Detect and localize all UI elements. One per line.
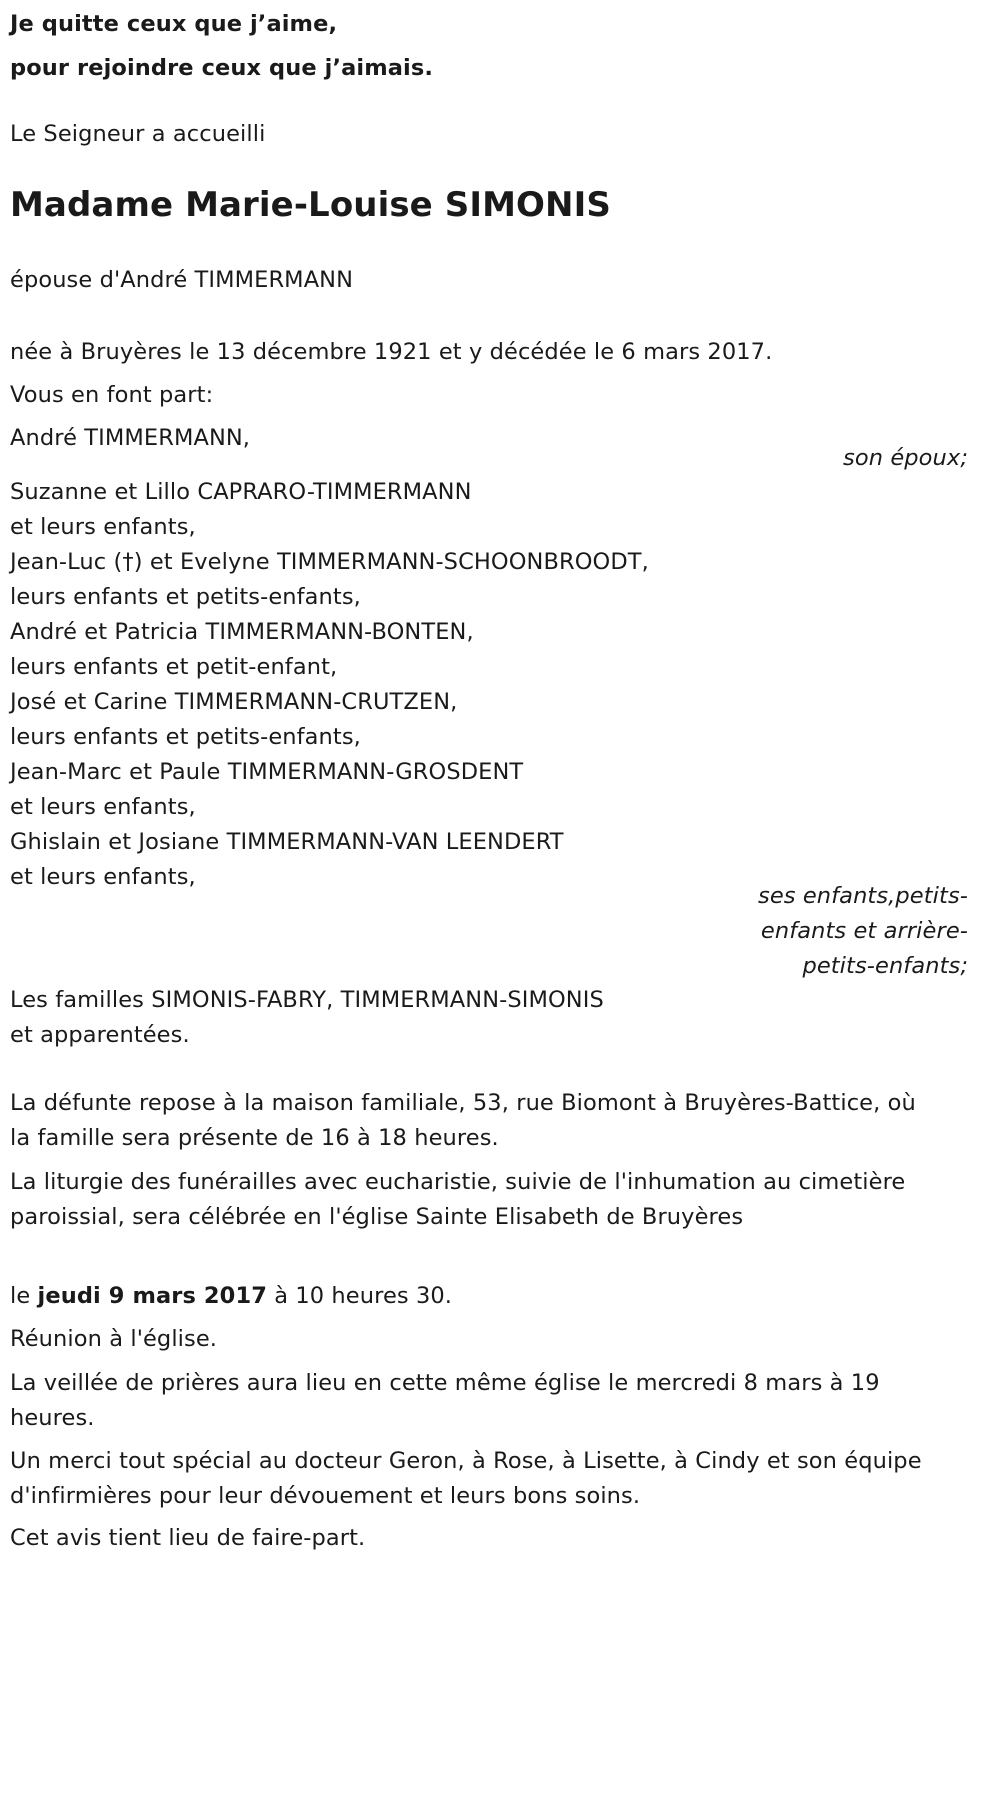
husband-relation: son époux; — [843, 445, 968, 471]
children-line: André et Patricia TIMMERMANN-BONTEN, — [10, 619, 474, 645]
quote-line-2: pour rejoindre ceux que j’aimais. — [10, 55, 433, 81]
closing-line: Cet avis tient lieu de faire-part. — [10, 1525, 366, 1551]
children-line: et leurs enfants, — [10, 864, 196, 890]
children-line: Ghislain et Josiane TIMMERMANN-VAN LEENDERT — [10, 829, 564, 855]
date-prefix: le — [10, 1283, 38, 1309]
liturgy-paragraph: La liturgie des funérailles avec eucharistie, suivie de l'inhumation au cimetière paroissial, sera célébrée en l'église Sainte Elisabeth de Bruyères — [10, 1169, 906, 1230]
families-block — [10, 983, 604, 1053]
children-relation-line: petits-enfants; — [802, 953, 968, 979]
children-line: leurs enfants et petits-enfants, — [10, 724, 361, 750]
birth-death-line: née à Bruyères le 13 décembre 1921 et y décédée le 6 mars 2017. — [10, 339, 773, 365]
quote-line-1: Je quitte ceux que j’aime, — [10, 11, 338, 37]
thanks-paragraph: Un merci tout spécial au docteur Geron, à Rose, à Lisette, à Cindy et son équipe d'infirmières pour leur dévouement et leurs bons soins. — [10, 1448, 922, 1509]
children-line: et leurs enfants, — [10, 514, 196, 540]
children-relation-line: ses enfants,petits- — [758, 883, 968, 909]
husband-name: André TIMMERMANN, — [10, 425, 251, 451]
children-line: José et Carine TIMMERMANN-CRUTZEN, — [10, 689, 458, 715]
children-line: leurs enfants et petit-enfant, — [10, 654, 338, 680]
children-relation-line: enfants et arrière- — [760, 918, 968, 944]
date-highlight: jeudi 9 mars 2017 — [37, 1283, 267, 1309]
repose-paragraph: La défunte repose à la maison familiale, 53, rue Biomont à Bruyères-Battice, où la famille sera présente de 16 à 18 heures. — [10, 1090, 916, 1151]
meeting-line: Réunion à l'église. — [10, 1326, 218, 1352]
children-line: Suzanne et Lillo CAPRARO-TIMMERMANN — [10, 479, 472, 505]
spouse-line: épouse d'André TIMMERMANN — [10, 267, 354, 293]
announce-line: Vous en font part: — [10, 382, 214, 408]
vigil-paragraph: La veillée de prières aura lieu en cette même église le mercredi 8 mars à 19 heures. — [10, 1370, 880, 1431]
intro-text: Le Seigneur a accueilli — [10, 121, 266, 147]
children-line: Jean-Marc et Paule TIMMERMANN-GROSDENT — [10, 759, 524, 785]
children-line: Jean-Luc (†) et Evelyne TIMMERMANN-SCHOONBROODT, — [10, 549, 649, 575]
families-line: et apparentées. — [10, 1022, 190, 1048]
date-suffix: à 10 heures 30. — [266, 1283, 453, 1309]
children-list — [10, 475, 649, 895]
children-line: leurs enfants et petits-enfants, — [10, 584, 361, 610]
children-line: et leurs enfants, — [10, 794, 196, 820]
deceased-name: Madame Marie-Louise SIMONIS — [10, 185, 611, 225]
families-line: Les familles SIMONIS-FABRY, TIMMERMANN-SIMONIS — [10, 987, 604, 1013]
date-line — [10, 1279, 452, 1314]
children-relation — [0, 879, 968, 984]
